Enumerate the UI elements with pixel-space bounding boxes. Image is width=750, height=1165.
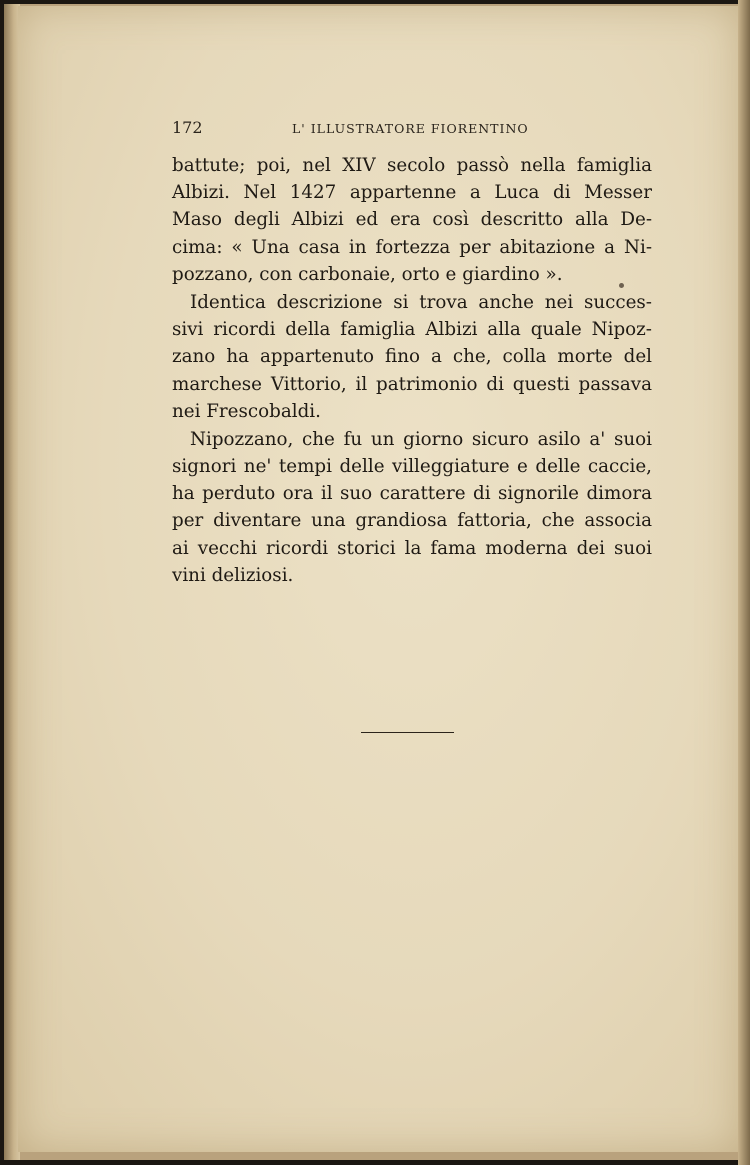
text-line: battute; poi, nel XIV secolo passò nella famiglia [172, 155, 652, 176]
end-rule [361, 732, 454, 733]
running-title: L' ILLUSTRATORE FIORENTINO [292, 121, 529, 136]
text-line: cima: « Una casa in fortezza per abitazione a Ni- [172, 236, 652, 258]
text-line: zano ha appartenuto fino a che, colla morte del [172, 346, 652, 368]
text-line: marchese Vittorio, il patrimonio di questi passava [172, 373, 652, 395]
text-line: signori ne' tempi delle villeggiature e delle caccie, [172, 456, 652, 478]
text-line: per diventare una grandiosa fattoria, che associa [172, 510, 652, 532]
text-line: Identica descrizione si trova anche nei succes- [190, 291, 652, 313]
text-line: Maso degli Albizi ed era così descritto alla De- [172, 209, 652, 231]
page-header [172, 118, 652, 142]
page-number: 172 [172, 118, 203, 137]
text-line: pozzano, con carbonaie, orto e giardino ». [172, 263, 563, 285]
text-line: Albizi. Nel 1427 appartenne a Luca di Messer [172, 182, 652, 204]
page-right-edge [738, 0, 750, 1165]
text-line: Nipozzano, che fu un giorno sicuro asilo a' suoi [190, 428, 652, 450]
body-text [172, 152, 652, 589]
text-line: ha perduto ora il suo carattere di signorile dimora [172, 483, 652, 505]
ink-speck [619, 283, 624, 288]
text-line: nei Frescobaldi. [172, 400, 321, 422]
text-line: vini deliziosi. [172, 564, 294, 586]
text-line: sivi ricordi della famiglia Albizi alla quale Nipoz- [172, 319, 652, 341]
text-line: ai vecchi ricordi storici la fama moderna dei suoi [172, 537, 652, 559]
